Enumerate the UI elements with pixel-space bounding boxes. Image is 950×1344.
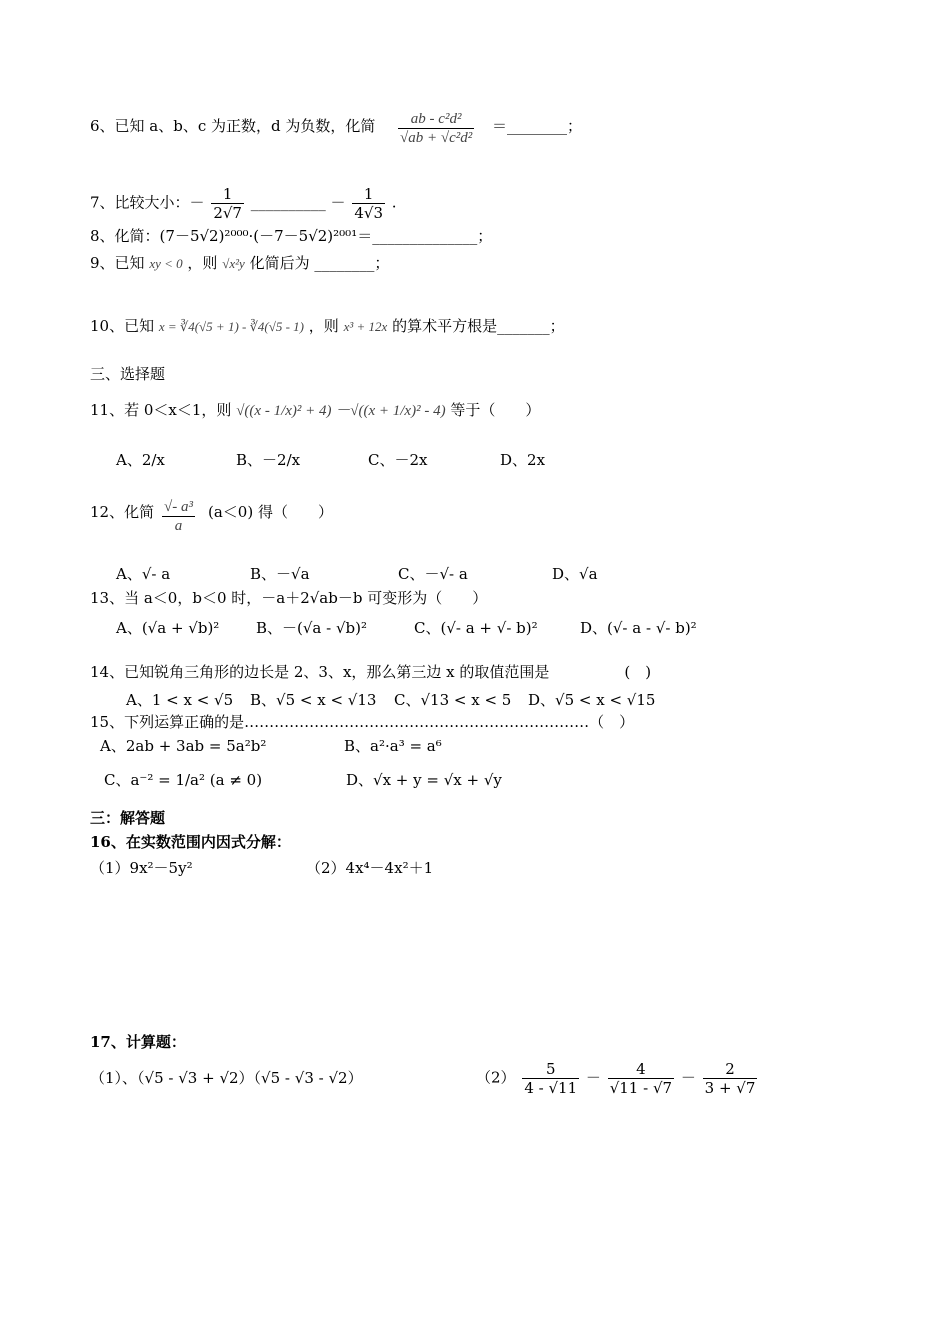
q15-option-c[interactable]: C、a⁻² = 1/a² (a ≠ 0) — [104, 771, 263, 789]
q7-tail: . — [391, 193, 397, 212]
q7-fraction-1 — [211, 185, 244, 222]
q7-f2-num: 1 — [352, 185, 385, 204]
q17-2-f1-den: 4 - √11 — [524, 1079, 578, 1097]
q11-option-a[interactable]: A、2/x — [116, 451, 165, 469]
q6-stem: 6、已知 a、b、c 为正数，d 为负数，化简 — [90, 117, 376, 135]
q12-numerator: √- a³ — [164, 499, 193, 515]
q11-option-d[interactable]: D、2x — [500, 451, 546, 469]
q10-stem-b: ，则 — [308, 317, 339, 335]
q17-2-fraction-1 — [522, 1060, 579, 1097]
q14-option-d[interactable]: D、√5 < x < √15 — [528, 691, 656, 709]
question-11 — [90, 400, 540, 421]
q6-denominator: √ab + √c²d² — [400, 130, 473, 146]
q13-option-c[interactable]: C、(√- a + √- b)² — [414, 619, 538, 637]
question-12 — [90, 502, 154, 522]
q17-2-fraction-2 — [608, 1060, 674, 1097]
question-16: 16、在实数范围内因式分解： — [90, 833, 291, 851]
question-14: 14、已知锐角三角形的边长是 2、3、x，那么第三边 x 的取值范围是 ( ) — [90, 663, 652, 681]
q10-stem-c: 的算术平方根是_______； — [392, 317, 565, 335]
q11-expression: √((x - 1/x)² + 4) －√((x + 1/x)² - 4) — [236, 403, 446, 419]
question-6 — [90, 116, 375, 136]
q9-stem-c: 化简后为 ________； — [249, 254, 390, 272]
q15-option-d[interactable]: D、√x + y = √x + √y — [346, 771, 502, 789]
q13-option-b[interactable]: B、－(√a - √b)² — [256, 619, 368, 637]
q7-minus: － — [330, 193, 346, 212]
q9-stem-a: 9、已知 — [90, 254, 145, 272]
q7-f1-den: 2√7 — [213, 204, 242, 222]
q17-2-label: （2） — [476, 1068, 516, 1087]
q17-part-1: （1）、（√5 - √3 + √2）（√5 - √3 - √2） — [90, 1069, 363, 1087]
question-7 — [90, 185, 397, 222]
q12-option-a[interactable]: A、√- a — [116, 565, 171, 583]
q17-2-minus-2: － — [680, 1068, 696, 1087]
question-10 — [90, 316, 565, 337]
question-15: 15、下列运算正确的是……………………………………………………………（ ） — [90, 713, 635, 731]
q15-option-a[interactable]: A、2ab + 3ab = 5a²b² — [100, 737, 267, 755]
q16-part-1: （1）9x²－5y² — [90, 859, 193, 877]
q17-2-f2-den: √11 - √7 — [609, 1079, 673, 1097]
q17-2-minus-1: － — [585, 1068, 601, 1087]
q9-expression: √x²y — [222, 256, 245, 271]
q11-stem-b: 等于（ ） — [450, 401, 541, 419]
q17-part-2 — [476, 1060, 759, 1097]
q7-f2-den: 4√3 — [354, 204, 383, 222]
question-17: 17、计算题： — [90, 1033, 186, 1051]
q13-option-a[interactable]: A、(√a + √b)² — [116, 619, 220, 637]
question-13: 13、当 a＜0，b＜0 时，－a＋2√ab－b 可变形为（ ） — [90, 589, 488, 607]
q7-fraction-2 — [352, 185, 385, 222]
q13-option-d[interactable]: D、(√- a - √- b)² — [580, 619, 697, 637]
q17-2-f2-num: 4 — [608, 1060, 674, 1079]
q14-option-c[interactable]: C、√13 < x < 5 — [394, 691, 512, 709]
q10-expression-2: x³ + 12x — [343, 319, 388, 334]
q6-numerator: ab - c²d² — [398, 110, 474, 129]
q12-stem-a: 12、化简 — [90, 503, 155, 521]
q11-option-c[interactable]: C、－2x — [368, 451, 428, 469]
q9-stem-b: ，则 — [187, 254, 218, 272]
q17-2-fraction-3 — [703, 1060, 758, 1097]
q6-answer-blank: ＝________； — [492, 117, 583, 135]
question-9 — [90, 253, 389, 274]
q10-stem-a: 10、已知 — [90, 317, 155, 335]
q11-option-b[interactable]: B、－2/x — [236, 451, 301, 469]
q6-fraction — [398, 110, 474, 147]
q12-condition — [208, 502, 333, 522]
section-heading-answers: 三：解答题 — [90, 809, 166, 827]
q12-denominator: a — [174, 518, 183, 534]
q11-stem-a: 11、若 0＜x＜1，则 — [90, 401, 232, 419]
q17-2-f3-den: 3 + √7 — [704, 1079, 756, 1097]
q17-2-f1-num: 5 — [522, 1060, 579, 1079]
q15-option-b[interactable]: B、a²·a³ = a⁶ — [344, 737, 442, 755]
section-heading-choice: 三、选择题 — [90, 365, 166, 383]
q14-option-a[interactable]: A、1 < x < √5 — [126, 691, 234, 709]
q12-option-d[interactable]: D、√a — [552, 565, 598, 583]
q12-option-c[interactable]: C、－√- a — [398, 565, 468, 583]
q16-part-2: （2）4x⁴－4x²＋1 — [306, 859, 434, 877]
q17-2-f3-num: 2 — [703, 1060, 758, 1079]
q9-condition: xy < 0 — [149, 256, 183, 271]
q10-expression: x = ∛4(√5 + 1) - ∛4(√5 - 1) — [158, 319, 305, 334]
q12-option-b[interactable]: B、－√a — [250, 565, 310, 583]
question-8: 8、化简：(7－5√2)²⁰⁰⁰·(－7－5√2)²⁰⁰¹＝______________； — [90, 227, 493, 245]
q7-blank: __________ — [250, 193, 326, 212]
q12-fraction — [162, 498, 195, 535]
q12-cond-text: (a＜0) — [208, 503, 254, 521]
q12-stem-b: 得（ ） — [257, 503, 333, 521]
q7-f1-num: 1 — [211, 185, 244, 204]
q14-option-b[interactable]: B、√5 < x < √13 — [250, 691, 377, 709]
q7-prefix: 7、比较大小：－ — [90, 193, 205, 212]
